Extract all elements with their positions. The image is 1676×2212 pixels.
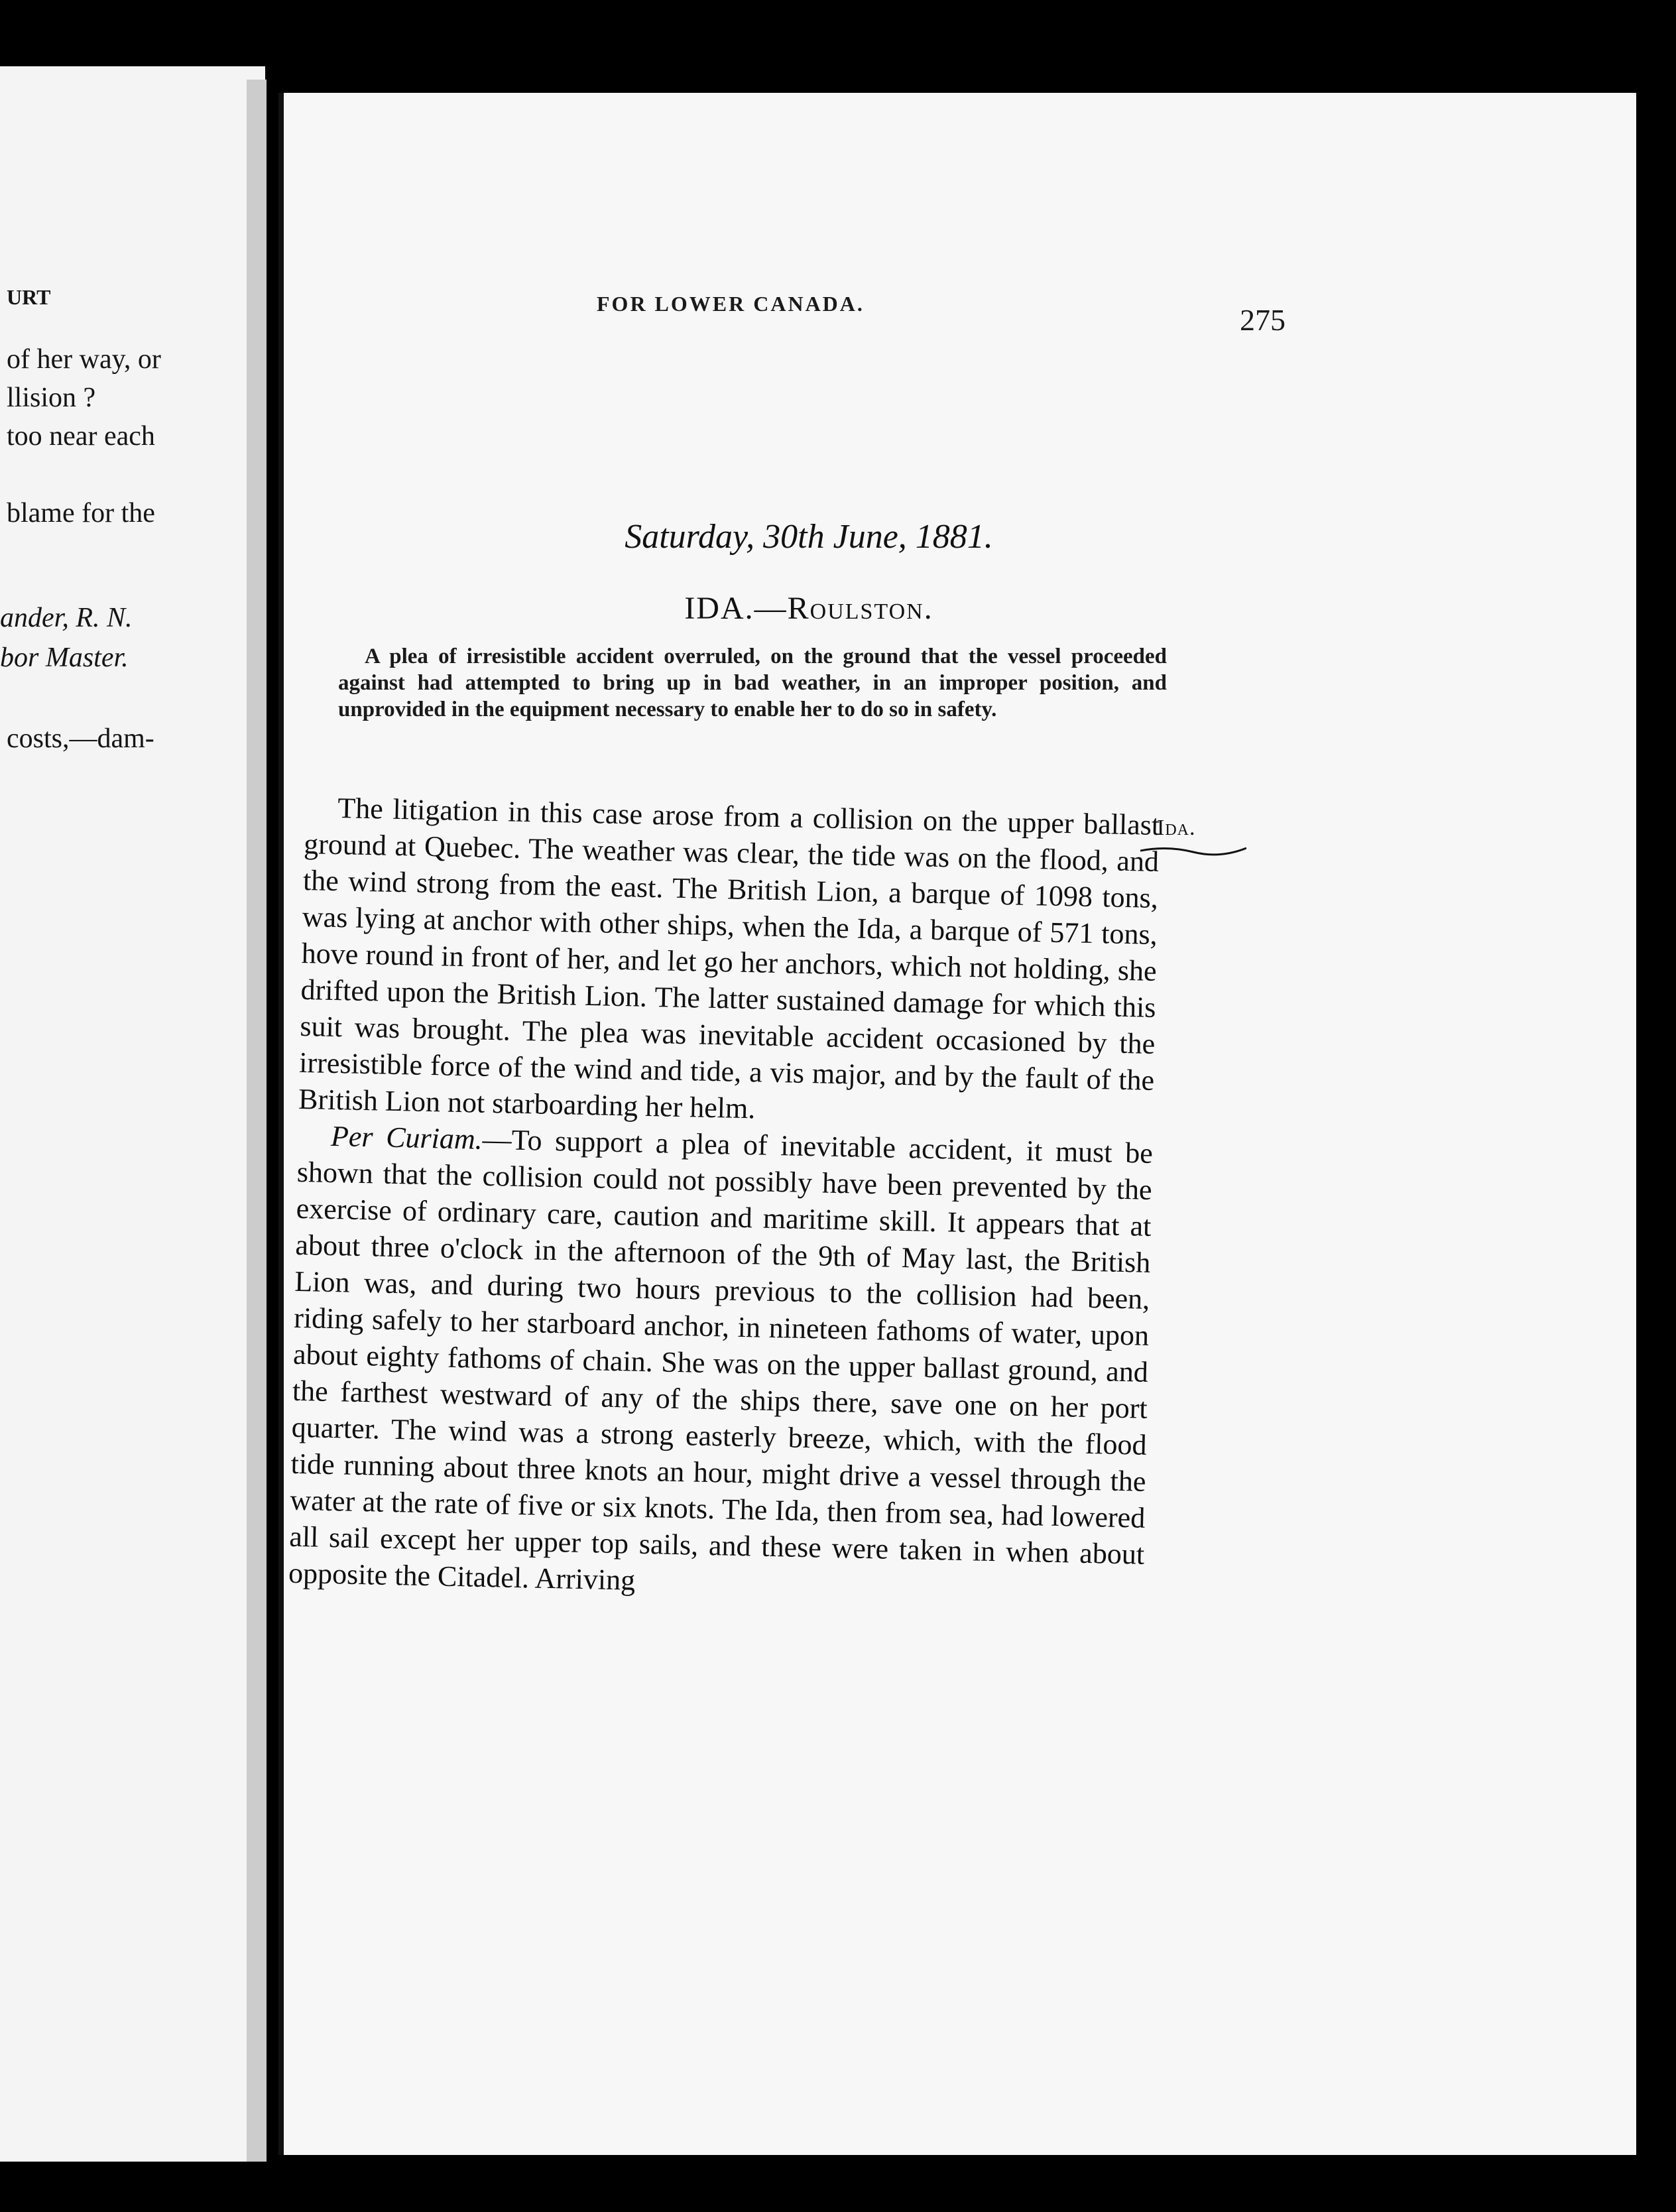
margin-note: [1157, 816, 1196, 841]
left-line: ander, R. N.: [0, 603, 133, 633]
running-head: FOR LOWER CANADA.: [597, 292, 865, 316]
left-line: too near each: [7, 421, 155, 452]
page-number: 275: [1240, 303, 1286, 337]
per-curiam-lead: Per Curiam.: [330, 1119, 483, 1156]
case-title-prefix: IDA.—: [684, 591, 788, 626]
case-title: [278, 590, 1339, 627]
left-line: bor Master.: [0, 643, 129, 673]
left-line: costs,—dam-: [7, 723, 154, 754]
left-line: llision ?: [7, 383, 96, 413]
body-text: [288, 789, 1160, 1609]
paragraph-text: —To support a plea of inevitable accident, it must be shown that the collision could not possibly have been prevented by the exercise of ordinary care, caution and maritime skill. It appears that at about three o'clock in the afternoon of the 9th of May last, the British Lion was, and during two hours previous to the collision had been, riding safely to her starboard anchor, in nineteen fathoms of water, upon about eighty fathoms of chain. She was on the upper ballast ground, and the farthest westward of any of the ships there, save one on her port quarter. The wind was a strong easterly breeze, which, with the flood tide running about three knots an hour, might drive a vessel through the water at the rate of five or six knots. The Ida, then from sea, had lowered all sail except her upper top sails, and these were taken in when about opposite the Citadel. Arriving: [288, 1123, 1154, 1597]
paragraph: The litigation in this case arose from a collision on the upper ballast ground at Quebec. The weather was clear, the tide was on the flood, and the wind strong from the east. The British Lion, a barque of 1098 tons, was lying at anchor with other ships, when the Ida, a barque of 571 tons, hove round in front of her, and let go her anchors, which not holding, she drifted upon the British Lion. The latter sustained damage for which this suit was brought. The plea was inevitable accident occasioned by the irresistible force of the wind and tide, a vis major, and by the fault of the British Lion not starboarding her helm.: [298, 792, 1160, 1125]
document-page: [278, 93, 1636, 2155]
case-date: Saturday, 30th June, 1881.: [625, 518, 993, 556]
margin-note-text: Ida.: [1157, 816, 1196, 840]
book-spine: [247, 80, 267, 2162]
left-line: of her way, or: [7, 344, 161, 375]
headnote: A plea of irresistible accident overruled, on the ground that the vessel proceeded against had attempted to bring up in bad weather, in an improper position, and unprovided in the equipment necessary to enable her to do so in safety.: [338, 645, 1167, 721]
left-running-head: URT: [7, 285, 51, 309]
facing-page-left: [0, 66, 265, 2162]
left-line: blame for the: [7, 498, 155, 528]
case-title-name: Roulston.: [787, 591, 933, 626]
page-edge-rule: [278, 93, 284, 2155]
page-header: [278, 292, 1636, 345]
paragraph: [288, 1117, 1154, 1609]
